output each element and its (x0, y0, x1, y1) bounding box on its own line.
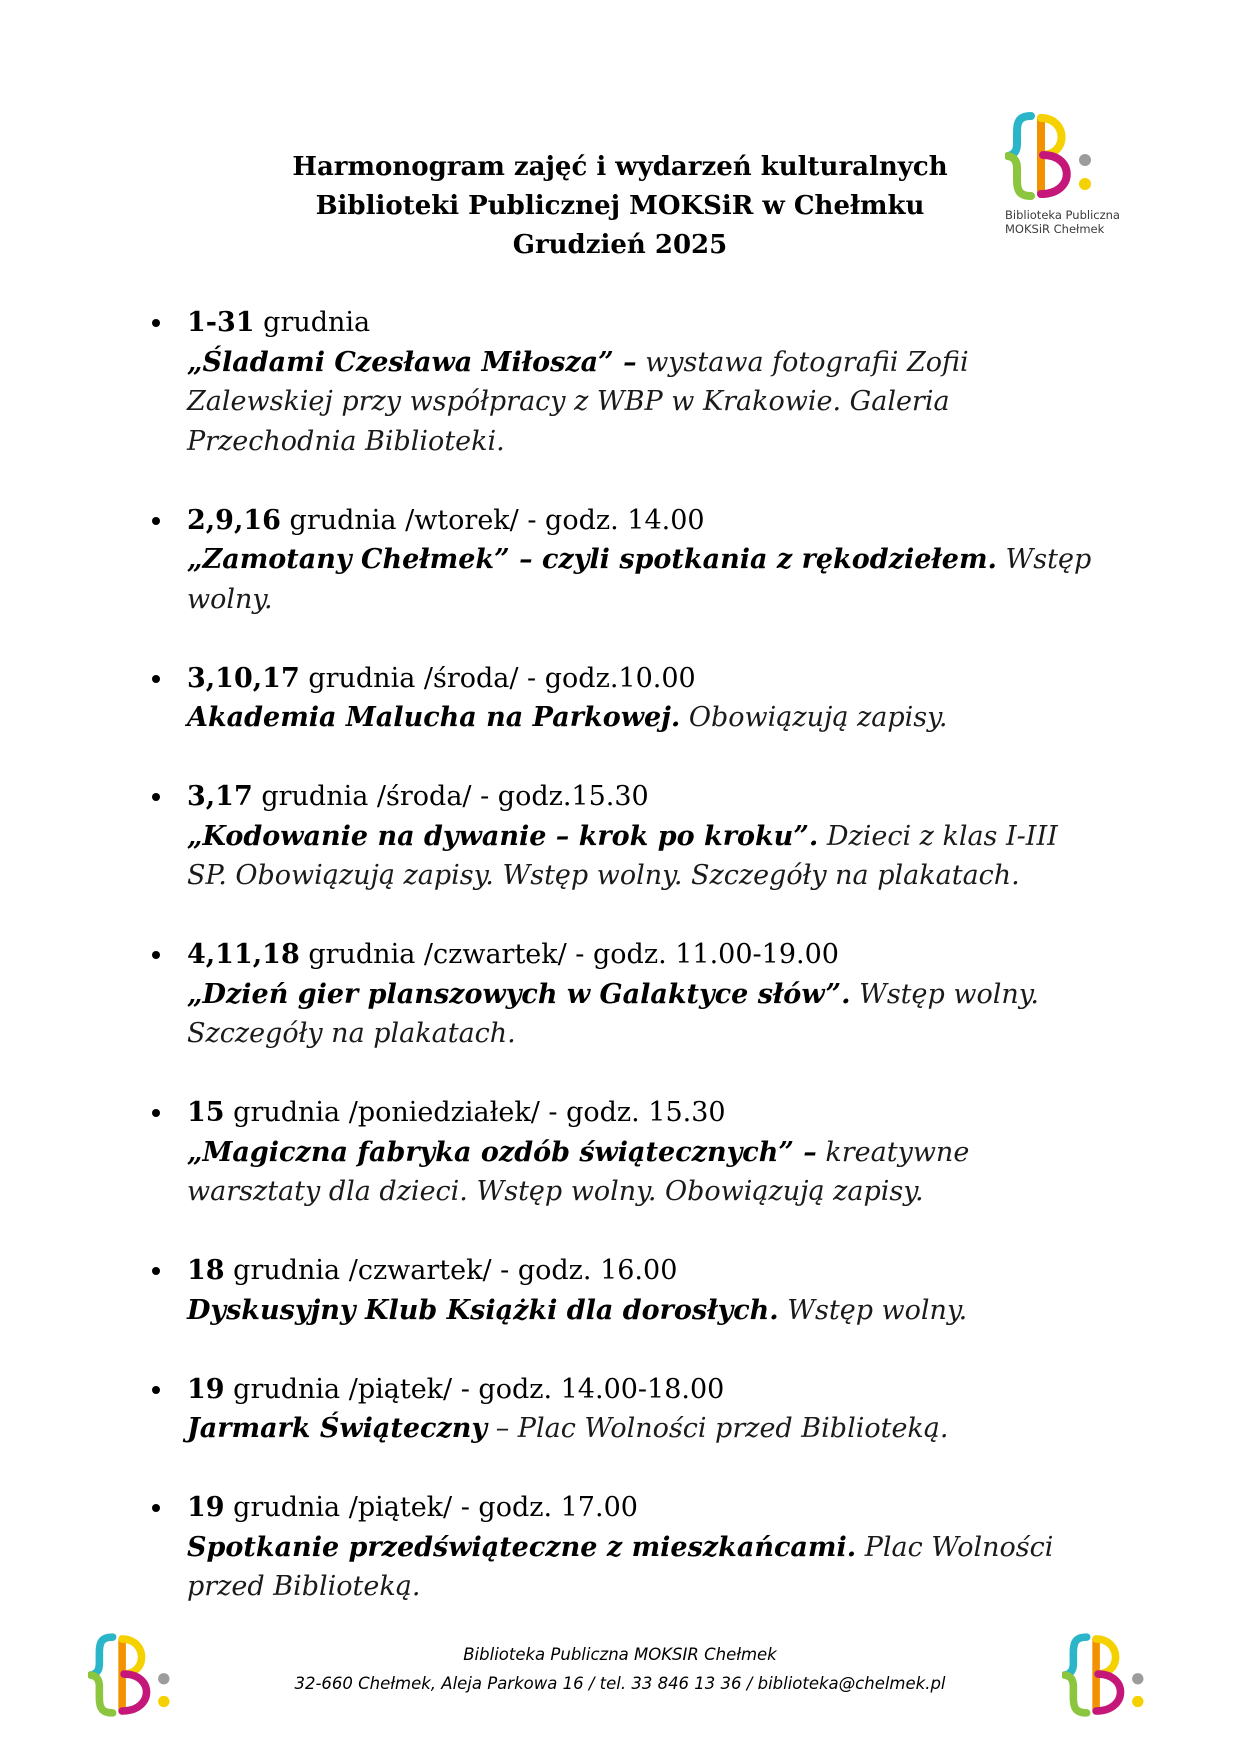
list-item (140, 1370, 1100, 1449)
event-title: „Dzień gier planszowych w Galaktyce słów”. (187, 978, 851, 1010)
event-date (187, 935, 1100, 975)
event-details: Wstęp wolny. (187, 544, 1092, 615)
event-date-days: 1-31 (187, 307, 255, 338)
bullet-icon (152, 951, 160, 959)
event-description (187, 1133, 1100, 1212)
event-date-days: 19 (187, 1373, 225, 1405)
event-date (187, 1251, 1100, 1291)
event-details: Wstęp wolny. (778, 1294, 968, 1326)
footer-logo-right (1062, 1630, 1152, 1720)
footer (180, 1640, 1060, 1698)
event-date (187, 1370, 1100, 1410)
event-description (187, 343, 1100, 462)
logo-caption-line-1: Biblioteka Publiczna (1005, 208, 1120, 222)
library-logo-icon (88, 1630, 178, 1720)
event-date-details: grudnia /wtorek/ - godz. 14.00 (280, 504, 705, 536)
library-logo-icon (1062, 1630, 1152, 1720)
title-line-1: Harmonogram zajęć i wydarzeń kulturalnych (292, 152, 948, 182)
event-date (187, 1093, 1100, 1133)
event-date-details: grudnia /środa/ - godz.15.30 (252, 781, 649, 812)
event-date-days: 15 (187, 1097, 225, 1128)
event-title: Spotkanie przedświąteczne z mieszkańcami. (187, 1531, 857, 1563)
event-date (187, 501, 1100, 541)
logo-caption (1005, 208, 1120, 236)
event-title: Jarmark Świąteczny (187, 1413, 488, 1444)
event-description (187, 540, 1100, 619)
event-description (187, 698, 1100, 738)
event-title: „Zamotany Chełmek” – czyli spotkania z rękodziełem. (187, 544, 997, 575)
title-line-3: Grudzień 2025 (512, 230, 728, 260)
event-date-details: grudnia /piątek/ - godz. 14.00-18.00 (224, 1373, 725, 1405)
event-date-details: grudnia (254, 307, 371, 338)
event-title: „Magiczna fabryka ozdób świątecznych” – (187, 1136, 817, 1168)
event-details: Dzieci z klas I-III SP. Obowiązują zapisy. Wstęp wolny. Szczegóły na plakatach. (187, 820, 1058, 891)
event-date-days: 19 (187, 1492, 225, 1523)
library-logo-icon (1005, 110, 1100, 202)
footer-contact: 32-660 Chełmek, Aleja Parkowa 16 / tel. 33 846 13 36 / biblioteka@chelmek.pl (294, 1674, 946, 1693)
bullet-icon (152, 1109, 160, 1117)
event-date (187, 1488, 1100, 1528)
event-date (187, 659, 1100, 699)
bullet-icon (152, 793, 160, 801)
event-date-days: 3,10,17 (187, 662, 300, 694)
footer-logo-left (88, 1630, 178, 1720)
event-date-details: grudnia /czwartek/ - godz. 16.00 (224, 1255, 678, 1286)
list-item (140, 935, 1100, 1054)
event-date-days: 2,9,16 (187, 504, 281, 536)
document-title (180, 148, 1060, 265)
event-details: wystawa fotografii Zofii Zalewskiej przy współpracy z WBP w Krakowie. Galeria Przechodnia Biblioteki. (187, 346, 969, 457)
logo-caption-line-2: MOKSiR Chełmek (1005, 222, 1105, 236)
event-title: „Śladami Czesława Miłosza” – (187, 346, 637, 378)
event-date-days: 4,11,18 (187, 939, 300, 970)
event-date-details: grudnia /środa/ - godz.10.00 (299, 662, 696, 694)
event-title: „Kodowanie na dywanie – krok po kroku”. (187, 820, 819, 852)
event-description (187, 817, 1100, 896)
footer-line-1: Biblioteka Publiczna MOKSIR Chełmek (463, 1645, 777, 1664)
event-description (187, 1528, 1100, 1607)
library-logo (1005, 110, 1145, 245)
list-item (140, 1251, 1100, 1330)
event-details: Obowiązują zapisy. (680, 702, 948, 733)
title-line-2: Biblioteki Publicznej MOKSiR w Chełmku (315, 191, 925, 221)
event-description (187, 975, 1100, 1054)
event-details: kreatywne warsztaty dla dzieci. Wstęp wolny. Obowiązują zapisy. (187, 1136, 970, 1207)
event-date-details: grudnia /poniedziałek/ - godz. 15.30 (224, 1097, 726, 1128)
list-item (140, 1488, 1100, 1607)
bullet-icon (152, 1386, 160, 1394)
event-date-details: grudnia /piątek/ - godz. 17.00 (224, 1492, 638, 1523)
event-date-details: grudnia /czwartek/ - godz. 11.00-19.00 (299, 939, 839, 970)
bullet-icon (152, 675, 160, 683)
list-item (140, 303, 1100, 461)
list-item (140, 1093, 1100, 1212)
event-list (140, 303, 1100, 1646)
event-date (187, 303, 1100, 343)
bullet-icon (152, 1267, 160, 1275)
bullet-icon (152, 1504, 160, 1512)
bullet-icon (152, 517, 160, 525)
event-date-days: 18 (187, 1255, 225, 1286)
list-item (140, 501, 1100, 620)
event-details: – Plac Wolności przed Biblioteką. (487, 1413, 949, 1444)
event-title: Dyskusyjny Klub Książki dla dorosłych. (187, 1294, 779, 1326)
event-details: Wstęp wolny. Szczegóły na plakatach. (187, 978, 1040, 1049)
event-details: Plac Wolności przed Biblioteką. (187, 1531, 1054, 1602)
list-item (140, 659, 1100, 738)
event-date-days: 3,17 (187, 781, 253, 812)
bullet-icon (152, 319, 160, 327)
event-description (187, 1409, 1100, 1449)
event-description (187, 1291, 1100, 1331)
event-title: Akademia Malucha na Parkowej. (187, 702, 681, 733)
list-item (140, 777, 1100, 896)
event-date (187, 777, 1100, 817)
